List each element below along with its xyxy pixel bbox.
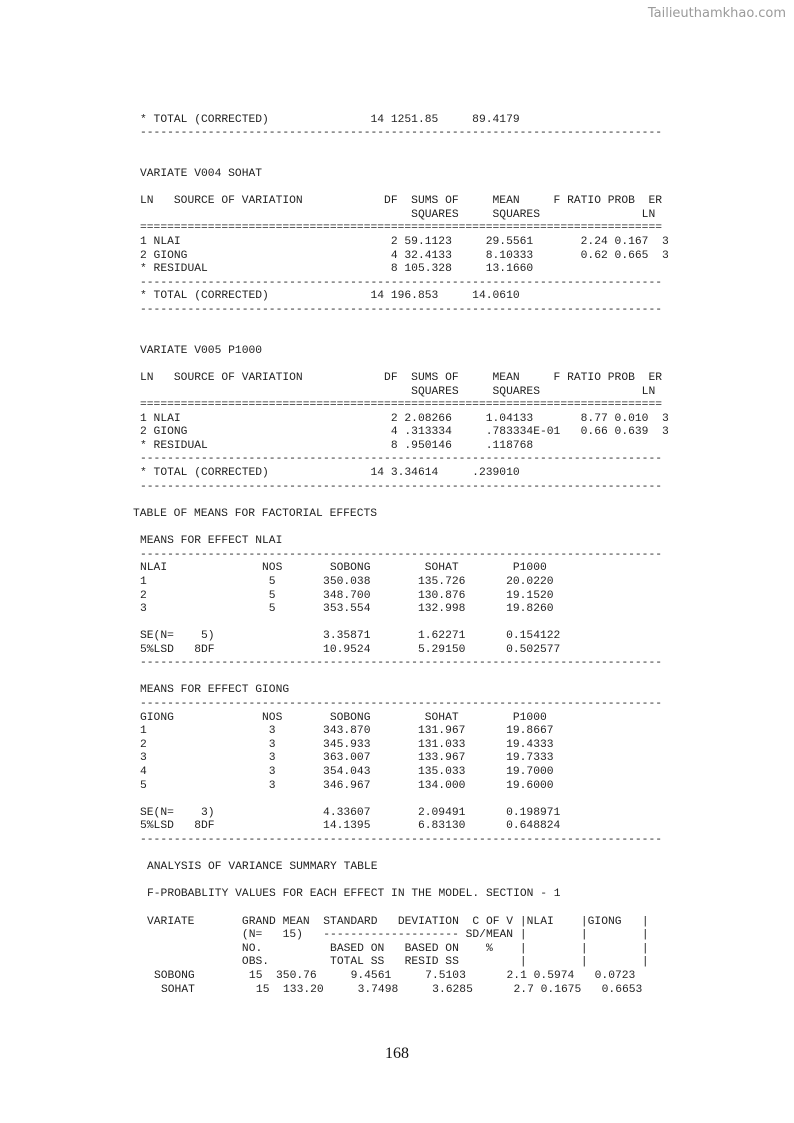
table-row: 1 NLAI 2 59.1123 29.5561 2.24 0.167 3 — [140, 236, 669, 248]
watermark: Tailieuthamkhao.com — [647, 6, 786, 21]
table-row: SOHAT 15 133.20 3.7498 3.6285 2.7 0.1675 0.6653 — [161, 984, 643, 996]
table-header: SQUARES SQUARES LN — [140, 209, 656, 221]
double-divider: ============================================================================= — [140, 399, 663, 411]
section-title: ANALYSIS OF VARIANCE SUMMARY TABLE — [147, 861, 378, 873]
table-row: 5%LSD 8DF 10.9524 5.29150 0.502577 — [140, 644, 561, 656]
means-heading: MEANS FOR EFFECT NLAI — [140, 535, 283, 547]
table-row: 2 GIONG 4 .313334 .783334E-01 0.66 0.639 3 — [140, 426, 669, 438]
table-row: * RESIDUAL 8 105.328 13.1660 — [140, 263, 534, 275]
table-row: 5%LSD 8DF 14.1395 6.83130 0.648824 — [140, 820, 561, 832]
table-row: SE(N= 5) 3.35871 1.62271 0.154122 — [140, 630, 561, 642]
table-row: 5 3 346.967 134.000 19.6000 — [140, 780, 554, 792]
variate-heading: VARIATE V004 SOHAT — [140, 168, 263, 180]
page-number: 168 — [385, 1045, 409, 1062]
table-row: 1 3 343.870 131.967 19.8667 — [140, 725, 554, 737]
total-line: * TOTAL (CORRECTED) 14 3.34614 .239010 — [140, 467, 520, 479]
total-line: * TOTAL (CORRECTED) 14 196.853 14.0610 — [140, 290, 520, 302]
table-row: 2 3 345.933 131.033 19.4333 — [140, 739, 554, 751]
total-line: * TOTAL (CORRECTED) 14 1251.85 89.4179 — [140, 114, 520, 126]
table-row: 4 3 354.043 135.033 19.7000 — [140, 766, 554, 778]
divider: ----------------------------------------------------------------------------- — [140, 698, 663, 710]
divider: ----------------------------------------------------------------------------- — [140, 453, 663, 465]
table-header: NLAI NOS SOBONG SOHAT P1000 — [140, 562, 547, 574]
table-row: 2 GIONG 4 32.4133 8.10333 0.62 0.665 3 — [140, 250, 669, 262]
variate-heading: VARIATE V005 P1000 — [140, 345, 263, 357]
table-header: SQUARES SQUARES LN — [140, 386, 656, 398]
table-header: GIONG NOS SOBONG SOHAT P1000 — [140, 712, 547, 724]
divider: ----------------------------------------------------------------------------- — [140, 549, 663, 561]
table-header: LN SOURCE OF VARIATION DF SUMS OF MEAN F RATIO PROB ER — [140, 372, 663, 384]
table-row: 2 5 348.700 130.876 19.1520 — [140, 590, 554, 602]
table-row: 1 5 350.038 135.726 20.0220 — [140, 576, 554, 588]
table-row: * RESIDUAL 8 .950146 .118768 — [140, 440, 534, 452]
table-header: OBS. TOTAL SS RESID SS | | | — [147, 956, 649, 968]
double-divider: ============================================================================= — [140, 222, 663, 234]
table-row: SE(N= 3) 4.33607 2.09491 0.198971 — [140, 807, 561, 819]
table-header: LN SOURCE OF VARIATION DF SUMS OF MEAN F RATIO PROB ER — [140, 195, 663, 207]
table-row: 3 3 363.007 133.967 19.7333 — [140, 752, 554, 764]
divider: ----------------------------------------------------------------------------- — [140, 277, 663, 289]
table-header: NO. BASED ON BASED ON % | | | — [147, 943, 649, 955]
section-title: F-PROBABLITY VALUES FOR EACH EFFECT IN THE MODEL. SECTION - 1 — [147, 888, 561, 900]
table-row: SOBONG 15 350.76 9.4561 7.5103 2.1 0.5974 0.0723 — [154, 970, 636, 982]
means-heading: MEANS FOR EFFECT GIONG — [140, 684, 290, 696]
divider: ----------------------------------------------------------------------------- — [140, 304, 663, 316]
divider: ----------------------------------------------------------------------------- — [140, 127, 663, 139]
table-row: 3 5 353.554 132.998 19.8260 — [140, 603, 554, 615]
divider: ----------------------------------------------------------------------------- — [140, 481, 663, 493]
table-row: 1 NLAI 2 2.08266 1.04133 8.77 0.010 3 — [140, 413, 669, 425]
table-header: (N= 15) -------------------- SD/MEAN | | | — [147, 929, 649, 941]
table-header: VARIATE GRAND MEAN STANDARD DEVIATION C OF V |NLAI |GIONG | — [147, 916, 649, 928]
section-title: TABLE OF MEANS FOR FACTORIAL EFFECTS — [133, 508, 378, 520]
divider: ----------------------------------------------------------------------------- — [140, 834, 663, 846]
divider: ----------------------------------------------------------------------------- — [140, 657, 663, 669]
